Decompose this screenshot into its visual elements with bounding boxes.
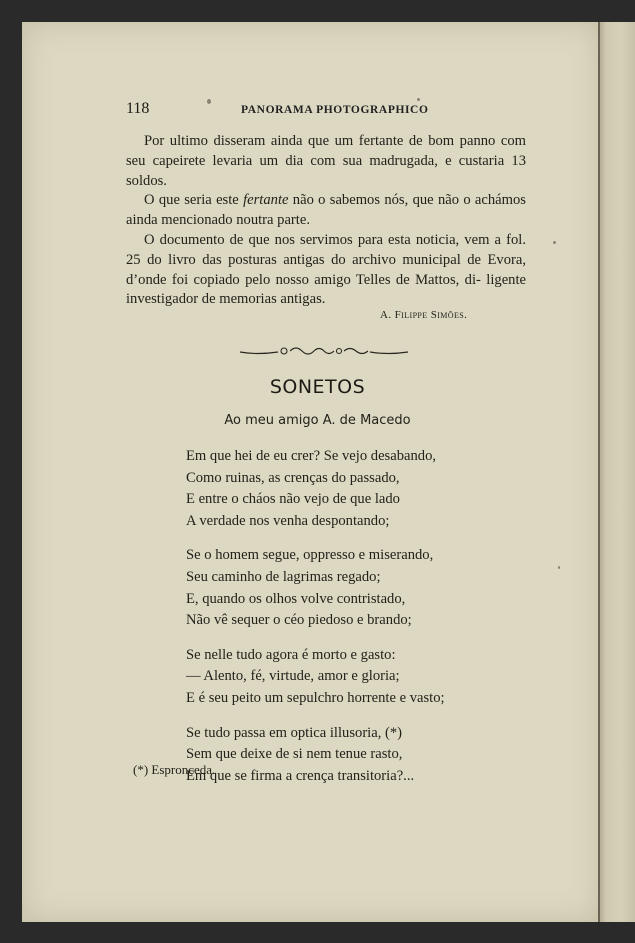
verse: Seu caminho de lagrimas regado;	[186, 568, 381, 585]
paragraph-2-text-3: ainda mencionado noutra parte.	[126, 212, 310, 229]
paragraph-1-line-1: Por ultimo disseram ainda que um fertante de bom panno com	[144, 133, 526, 149]
paper-speck	[553, 241, 556, 244]
paragraph-2-text-2: não o sabemos nós, que não o achámos	[288, 192, 526, 209]
verse: — Alento, fé, virtude, amor e gloria;	[186, 668, 400, 685]
verse: Não vê sequer o céo piedoso e brando;	[186, 612, 412, 629]
paragraph-3-line-4: ligente investigador de memorias antigas.	[126, 271, 527, 308]
paragraph-1-line-3: soldos.	[126, 172, 167, 189]
verse: E, quando os olhos volve contristado,	[186, 590, 406, 607]
paper-speck	[417, 98, 420, 101]
stanza-2	[186, 545, 486, 631]
paper-speck	[207, 99, 211, 104]
paper-speck	[558, 566, 560, 569]
verse: A verdade nos venha despontando;	[186, 512, 390, 529]
page-header	[126, 100, 526, 120]
paragraph-3-line-1: O documento de que nos servimos para esta noticia, vem a	[144, 231, 502, 248]
paragraph-2-italic-word: fertante	[243, 192, 289, 209]
prose-block	[126, 132, 526, 310]
section-title: SONETOS	[269, 376, 366, 398]
verse: Se tudo passa em optica illusoria, (*)	[186, 724, 403, 741]
verse: E entre o cháos não vejo de que lado	[186, 491, 400, 508]
sonnet	[186, 446, 486, 800]
paragraph-2-text-1: O que seria este	[144, 192, 244, 209]
verse: Em que se firma a crença transitoria?...	[186, 767, 415, 784]
page-number: 118	[126, 100, 150, 117]
paragraph-1-line-2: seu capeirete levaria um dia com sua madrugada, e custaria 13	[126, 152, 526, 169]
paragraph-3-line-2: fol. 25 do livro das posturas antigas do archivo municipal de	[126, 231, 526, 268]
verse: Sem que deixe de si nem tenue rasto,	[186, 746, 403, 763]
poem-dedication: Ao meu amigo A. de Macedo	[224, 413, 411, 428]
verse: E é seu peito um sepulchro horrente e vasto;	[186, 689, 445, 706]
paragraph-3-line-3: Evora, d’onde foi copiado pelo nosso amigo Telles de Mattos, di-	[126, 251, 526, 288]
verse: Se nelle tudo agora é morto e gasto:	[186, 646, 396, 663]
stanza-1	[186, 446, 486, 532]
footnote: (*) Espronceda.	[133, 762, 216, 777]
paragraph-3	[126, 231, 526, 310]
verse: Se o homem segue, oppresso e miserando,	[186, 547, 434, 564]
stanza-4	[186, 723, 486, 788]
author-signature: A. Filippe Simões.	[380, 309, 468, 321]
verse: Como ruinas, as crenças do passado,	[186, 469, 400, 486]
paragraph-2	[126, 191, 526, 231]
paragraph-1	[126, 132, 526, 191]
running-title: PANORAMA PHOTOGRAPHICO	[241, 104, 429, 116]
decorative-divider-ornament	[238, 344, 410, 358]
stanza-3	[186, 645, 486, 710]
verse: Em que hei de eu crer? Se vejo desabando,	[186, 448, 437, 464]
facing-page-edge	[600, 22, 635, 922]
